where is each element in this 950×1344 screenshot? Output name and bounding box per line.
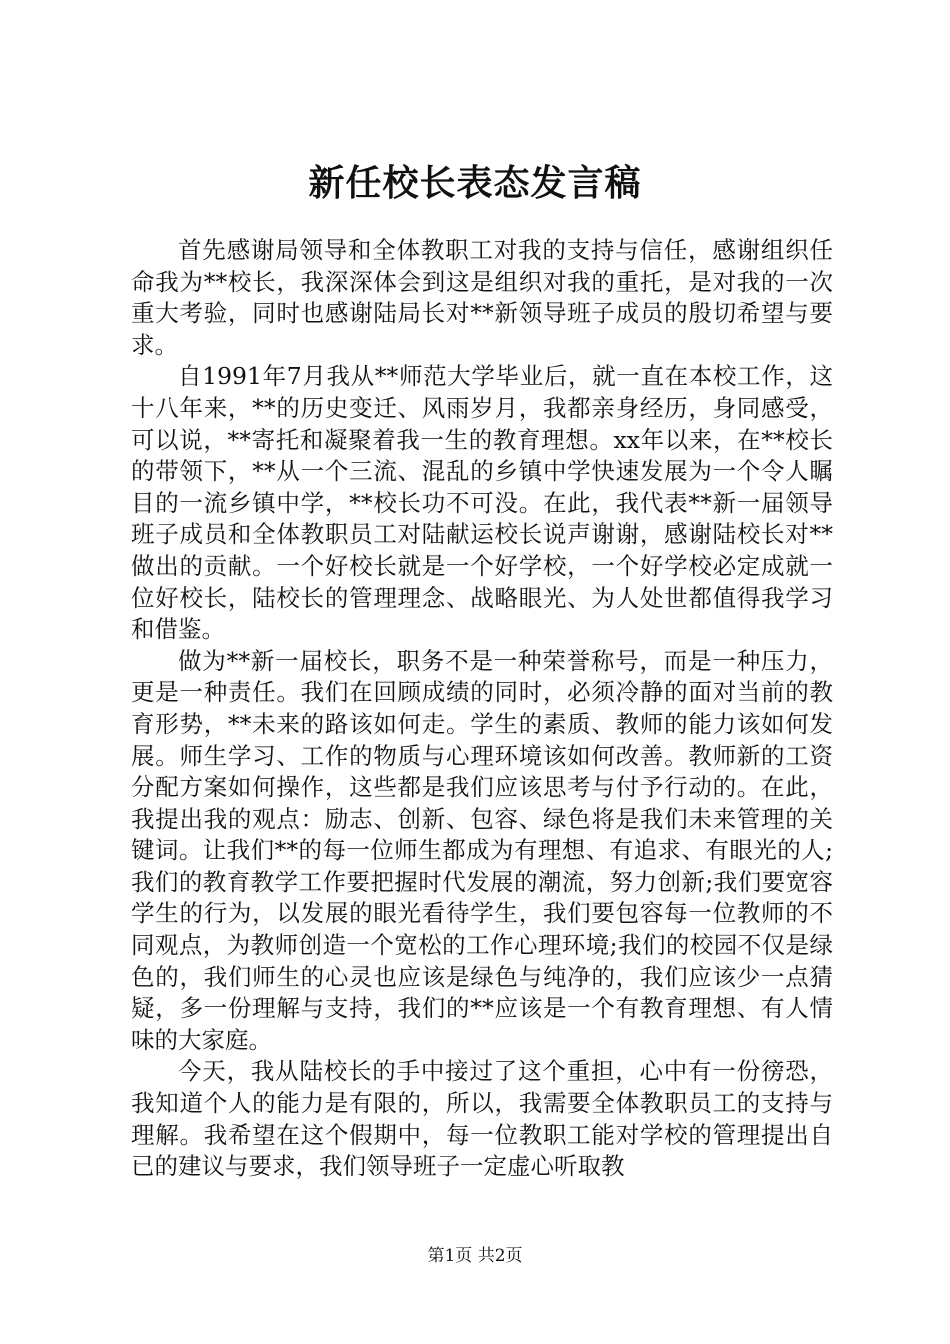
document-title: 新任校长表态发言稿: [308, 162, 642, 204]
paragraph: 今天，我从陆校长的手中接过了这个重担，心中有一份徬恐，我知道个人的能力是有限的，所以，我需要全体教职员工的支持与理解。我希望在这个假期中，每一位教职工能对学校的管理提出自已的建议与要求，我们领导班子一定虚心听取教: [131, 1057, 833, 1181]
document-body: [131, 235, 833, 1183]
paragraph: 做为**新一届校长，职务不是一种荣誉称号，而是一种压力，更是一种责任。我们在回顾成绩的同时，必须冷静的面对当前的教育形势，**未来的路该如何走。学生的素质、教师的能力该如何发展。师生学习、工作的物质与心理环境该如何改善。教师新的工资分配方案如何操作，这些都是我们应该思考与付予行动的。在此，我提出我的观点：励志、创新、包容、绿色将是我们未来管理的关键词。让我们**的每一位师生都成为有理想、有追求、有眼光的人;我们的教育教学工作要把握时代发展的潮流，努力创新;我们要宽容学生的行为，以发展的眼光看待学生，我们要包容每一位教师的不同观点，为教师创造一个宽松的工作心理环境;我们的校园不仅是绿色的，我们师生的心灵也应该是绿色与纯净的，我们应该少一点猜疑，多一份理解与支持，我们的**应该是一个有教育理想、有人情味的大家庭。: [131, 646, 833, 1054]
paragraph: 自1991年7月我从**师范大学毕业后，就一直在本校工作，这十八年来，**的历史变迁、风雨岁月，我都亲身经历，身同感受，可以说，**寄托和凝聚着我一生的教育理想。xx年以来，在**校长的带领下，**从一个三流、混乱的乡镇中学快速发展为一个令人瞩目的一流乡镇中学，**校长功不可没。在此，我代表**新一届领导班子成员和全体教职员工对陆献运校长说声谢谢，感谢陆校长对**做出的贡献。一个好校长就是一个好学校，一个好学校必定成就一位好校长，陆校长的管理理念、战略眼光、为人处世都值得我学习和借鉴。: [131, 362, 833, 644]
paragraph: 首先感谢局领导和全体教职工对我的支持与信任，感谢组织任命我为**校长，我深深体会到这是组织对我的重托，是对我的一次重大考验，同时也感谢陆局长对**新领导班子成员的殷切希望与要求。: [131, 236, 833, 359]
page-number-footer: 第1页 共2页: [427, 1246, 523, 1266]
